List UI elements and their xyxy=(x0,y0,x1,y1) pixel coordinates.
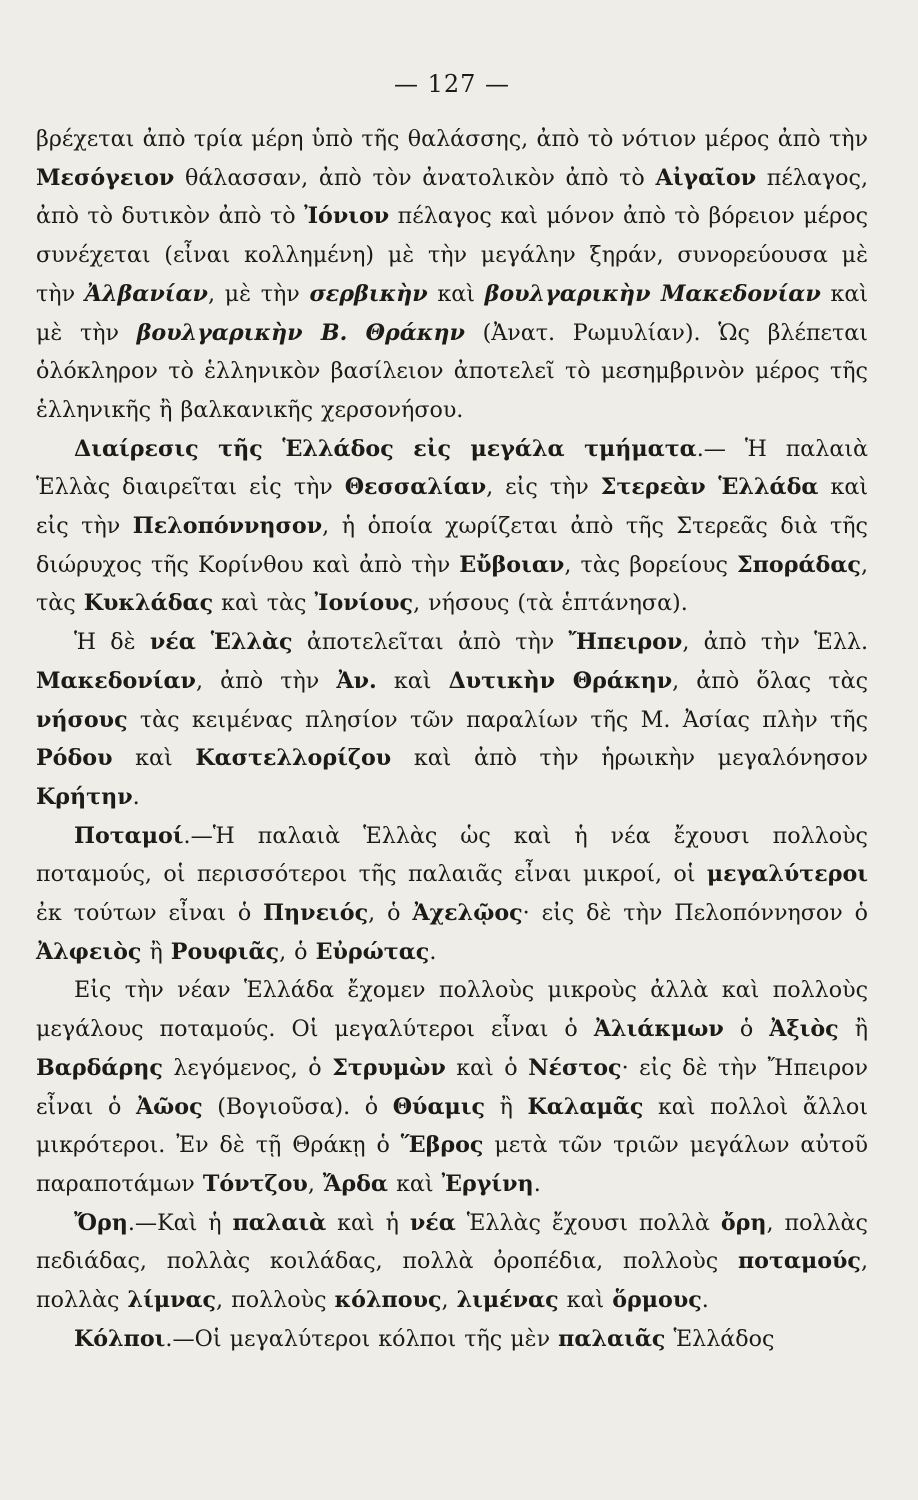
emphasized-text: Θεσσαλίαν xyxy=(344,474,487,501)
emphasized-text: Σποράδας xyxy=(736,551,861,578)
emphasized-text: μεγαλύτεροι xyxy=(706,861,868,888)
emphasized-text: Ἰονίους xyxy=(314,590,414,617)
text-run: καὶ xyxy=(427,280,485,307)
emphasized-text: Ἀν. xyxy=(336,667,377,694)
text-run: , πολλὰς πεδιάδας, πολλὰς κοιλάδας, πολλὰ ὀροπέδια, πολλοὺς xyxy=(36,1209,868,1275)
emphasized-text: βουλγαρικὴν Β. Θράκην xyxy=(136,319,465,346)
text-run: , xyxy=(441,1287,457,1314)
text-run: , ἡ ὁποία χωρίζεται ἀπὸ τῆς Στερεᾶς διὰ τῆς διώρυχος τῆς Κορίνθου καὶ ἀπὸ τὴν xyxy=(36,513,868,578)
emphasized-text: Ἀλφειὸς xyxy=(36,938,142,965)
text-run: πέλαγος καὶ μόνον ἀπὸ τὸ βόρειον μέρος συνέχεται (εἶναι κολλημένη) μὲ τὴν μεγάλην ξηράν, συνορεύουσα μὲ τὴν xyxy=(36,203,868,307)
text-run: , εἰς τὴν xyxy=(486,474,601,501)
emphasized-text: ὅρμους xyxy=(612,1287,702,1314)
emphasized-text: Μεσόγειον xyxy=(36,164,175,191)
emphasized-text: Κυκλάδας xyxy=(83,590,214,617)
text-run: (Ἀνατ. Ρωμυλίαν). Ὡς βλέπεται ὁλόκληρον τὸ ἑλληνικὸν βασίλειον ἀποτελεῖ τὸ μεσημβρινὸν μέρος τῆς ἑλληνικῆς ἢ βαλκανικῆς χερσονήσου. xyxy=(36,319,868,423)
text-run: .—Ἡ παλαιὰ Ἑλλὰς ὡς καὶ ἡ νέα ἔχουσι πολλοὺς ποταμούς, οἱ περισσότεροι τῆς παλαιᾶς εἶναι μικροί, οἱ xyxy=(36,822,868,888)
text-run: , τὰς xyxy=(36,551,868,617)
text-run: .— Ἡ παλαιὰ Ἑλλὰς διαιρεῖται εἰς τὴν xyxy=(36,435,868,501)
text-run: καὶ xyxy=(388,1170,442,1197)
text-run: καὶ ἀπὸ τὴν ἡρωικὴν μεγαλόνησον xyxy=(391,745,869,772)
emphasized-text: νήσους xyxy=(36,706,128,733)
paragraph xyxy=(36,971,868,1203)
text-run: καὶ xyxy=(112,745,196,772)
text-run: , xyxy=(307,1170,323,1197)
text-run: · εἰς δὲ τὴν Πελοπόννησον ὁ xyxy=(522,900,868,927)
body-text xyxy=(36,120,868,1359)
emphasized-text: Καλαμᾶς xyxy=(527,1093,644,1120)
emphasized-text: Καστελλορίζου xyxy=(195,745,392,772)
text-run: , ἀπὸ τὴν Ἑλλ. xyxy=(682,629,868,656)
emphasized-text: Μακεδονίαν xyxy=(36,667,196,694)
emphasized-text: κόλπους xyxy=(334,1287,442,1314)
text-run: Ἑλλὰς ἔχουσι πολλὰ xyxy=(455,1209,721,1236)
text-run: βρέχεται ἀπὸ τρία μέρη ὑπὸ τῆς θαλάσσης, ἀπὸ τὸ νότιον μέρος ἀπὸ τὴν xyxy=(36,126,868,152)
emphasized-text: Ἀλβανίαν xyxy=(84,280,208,307)
page-number: — 127 — xyxy=(393,70,511,98)
text-run: ὁ xyxy=(723,1016,770,1043)
emphasized-text: νέα xyxy=(409,1209,456,1236)
text-run: . xyxy=(533,1170,541,1197)
emphasized-text: Πηνειός xyxy=(263,900,369,927)
emphasized-text: Ἀλιάκμων xyxy=(593,1016,724,1043)
emphasized-text: Βαρδάρης xyxy=(36,1054,163,1081)
text-run: , πολλοὺς xyxy=(216,1287,335,1314)
text-run: λεγόμενος, ὁ xyxy=(162,1054,333,1081)
emphasized-text: Στρυμὼν xyxy=(332,1054,446,1081)
emphasized-text: νέα Ἑλλὰς xyxy=(149,629,293,656)
paragraph xyxy=(36,120,868,430)
text-run: , ἀπὸ ὅλας τὰς xyxy=(672,667,869,694)
emphasized-text: Ρόδου xyxy=(36,745,113,772)
text-run: , ὁ xyxy=(279,938,316,965)
text-run: . xyxy=(701,1287,709,1314)
emphasized-text: Ἀξιὸς xyxy=(769,1016,839,1043)
emphasized-text: βουλγαρικὴν Μακεδονίαν xyxy=(484,280,821,307)
text-run: . xyxy=(429,938,437,965)
emphasized-text: ποταμούς xyxy=(737,1248,861,1275)
emphasized-text: Ἰόνιον xyxy=(304,203,390,230)
paragraph xyxy=(36,623,868,817)
text-run: θάλασσαν, ἀπὸ τὸν ἀνατολικὸν ἀπὸ τὸ xyxy=(174,164,656,191)
text-run: Ἑλλάδος xyxy=(665,1325,775,1352)
text-run: καὶ ὁ xyxy=(445,1054,529,1081)
text-run: .—Οἱ μεγαλύτεροι κόλποι τῆς μὲν xyxy=(165,1325,559,1352)
text-run: καὶ xyxy=(558,1287,613,1314)
emphasized-text: ὄρη xyxy=(720,1209,767,1236)
emphasized-text: Κρήτην xyxy=(36,783,133,810)
emphasized-text: λίμνας xyxy=(127,1287,217,1314)
emphasized-text: Πελοπόννησον xyxy=(132,513,323,540)
text-run: , μὲ τὴν xyxy=(207,280,310,307)
text-run: , πολλὰς xyxy=(36,1248,868,1314)
emphasized-text: Δυτικὴν Θράκην xyxy=(448,667,673,694)
text-run: καὶ πολλοὶ ἄλλοι μικρότεροι. Ἐν δὲ τῇ Θράκῃ ὁ xyxy=(36,1093,868,1159)
emphasized-text: Κόλποι xyxy=(74,1325,166,1352)
emphasized-text: Εὔβοιαν xyxy=(459,551,565,578)
text-run: , νήσους (τὰ ἑπτάνησα). xyxy=(413,590,688,617)
emphasized-text: Ρουφιᾶς xyxy=(170,938,280,965)
emphasized-text: Νέστος xyxy=(528,1054,622,1081)
text-run: , τὰς βορείους xyxy=(564,551,737,578)
paragraph xyxy=(36,1204,868,1320)
emphasized-text: Τόντζου xyxy=(202,1170,308,1197)
emphasized-text: Ἐργίνη xyxy=(441,1170,534,1197)
emphasized-text: παλαιᾶς xyxy=(558,1325,666,1352)
text-run: καὶ τὰς xyxy=(213,590,315,617)
emphasized-text: Εὐρώτας xyxy=(315,938,430,965)
emphasized-text: Ποταμοί xyxy=(74,822,184,849)
text-run: Εἰς τὴν νέαν Ἑλλάδα ἔχομεν πολλοὺς μικροὺς ἀλλὰ καὶ πολλοὺς μεγάλους ποταμούς. Οἱ μεγαλύτεροι εἶναι ὁ xyxy=(36,977,868,1043)
emphasized-text: Θύαμις xyxy=(392,1093,486,1120)
paragraph xyxy=(36,1320,868,1359)
text-run: , ὁ xyxy=(368,900,413,927)
emphasized-text: λιμένας xyxy=(456,1287,559,1314)
text-run: , ἀπὸ τὴν xyxy=(195,667,337,694)
text-run: πέλαγος, ἀπὸ τὸ δυτικὸν ἀπὸ τὸ xyxy=(36,164,869,230)
text-run: καὶ xyxy=(376,667,449,694)
emphasized-text: Ἤπειρον xyxy=(568,629,683,656)
emphasized-text: Αἰγαῖον xyxy=(655,164,757,191)
emphasized-text: Ἕβρος xyxy=(400,1132,484,1159)
text-run: καὶ μὲ τὴν xyxy=(36,280,869,346)
emphasized-text: Ἀχελῷος xyxy=(412,900,523,927)
text-run: .—Καὶ ἡ xyxy=(127,1209,233,1236)
text-run: καὶ εἰς τὴν xyxy=(36,474,869,540)
text-run: Ἡ δὲ xyxy=(74,629,150,656)
paragraph xyxy=(36,430,868,624)
text-run: ἢ xyxy=(141,938,171,965)
text-run: ἢ xyxy=(485,1093,528,1120)
text-run: καὶ ἡ xyxy=(326,1209,410,1236)
text-run: μετὰ τῶν τριῶν μεγάλων αὐτοῦ παραποτάμων xyxy=(36,1132,868,1197)
emphasized-text: Ὄρη xyxy=(74,1209,128,1236)
paragraph xyxy=(36,817,868,972)
emphasized-text: Στερεὰν Ἑλλάδα xyxy=(600,474,819,501)
text-run: (Βογιοῦσα). ὁ xyxy=(202,1093,393,1120)
text-run: ἀποτελεῖται ἀπὸ τὴν xyxy=(292,629,569,656)
text-run: ἢ xyxy=(838,1016,868,1043)
emphasized-text: Ἀῶος xyxy=(135,1093,203,1120)
text-run: ἐκ τούτων εἶναι ὁ xyxy=(36,900,264,927)
emphasized-text: Ἄρδα xyxy=(322,1170,389,1197)
emphasized-text: παλαιὰ xyxy=(232,1209,327,1236)
text-run: · εἰς δὲ τὴν Ἤπειρον εἶναι ὁ xyxy=(36,1054,869,1120)
text-run: . xyxy=(132,783,140,810)
emphasized-text: Διαίρεσις τῆς Ἑλλάδος εἰς μεγάλα τμήματα xyxy=(74,435,697,462)
text-run: τὰς κειμένας πλησίον τῶν παραλίων τῆς Μ. Ἀσίας πλὴν τῆς xyxy=(127,706,868,733)
emphasized-text: σερβικὴν xyxy=(309,280,428,307)
